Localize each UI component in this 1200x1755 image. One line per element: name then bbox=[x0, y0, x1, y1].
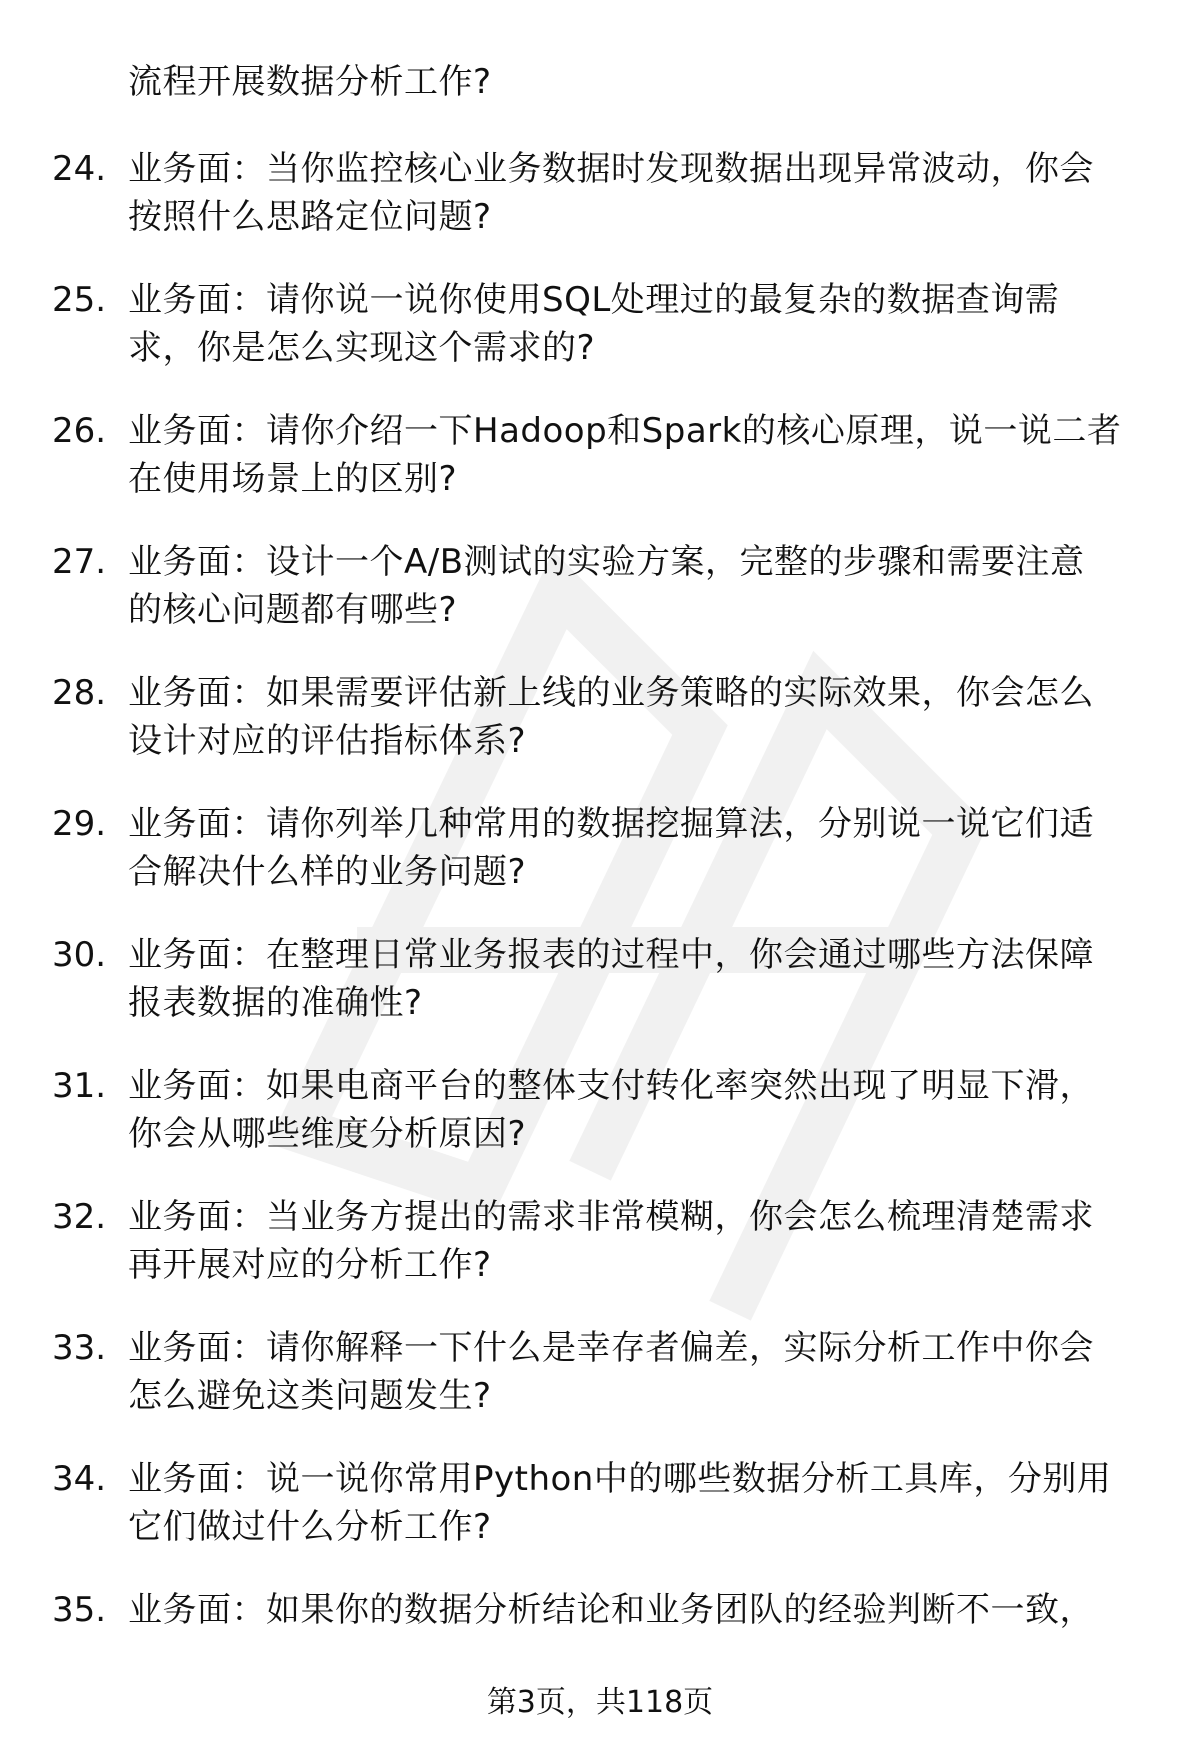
list-item bbox=[0, 145, 1200, 276]
question-number: 28. bbox=[52, 673, 107, 713]
question-line: 业务面：请你说一说你使用SQL处理过的最复杂的数据查询需 bbox=[128, 280, 1060, 320]
question-line: 业务面：请你介绍一下Hadoop和Spark的核心原理，说一说二者 bbox=[128, 411, 1122, 451]
question-number: 34. bbox=[52, 1459, 107, 1499]
question-line: 按照什么思路定位问题? bbox=[128, 197, 492, 237]
list-item bbox=[0, 800, 1200, 931]
question-text bbox=[128, 800, 1168, 896]
question-line: 业务面：说一说你常用Python中的哪些数据分析工具库，分别用 bbox=[128, 1459, 1112, 1499]
question-line: 合解决什么样的业务问题? bbox=[128, 852, 527, 892]
question-number: 33. bbox=[52, 1328, 107, 1368]
question-line: 业务面：当业务方提出的需求非常模糊，你会怎么梳理清楚需求 bbox=[128, 1197, 1094, 1237]
question-number: 35. bbox=[52, 1590, 107, 1630]
question-number: 32. bbox=[52, 1197, 107, 1237]
question-text bbox=[128, 931, 1168, 1027]
list-item bbox=[0, 1193, 1200, 1324]
question-text bbox=[128, 669, 1168, 765]
question-line: 的核心问题都有哪些? bbox=[128, 590, 458, 630]
question-number: 29. bbox=[52, 804, 107, 844]
question-number: 31. bbox=[52, 1066, 107, 1106]
question-line: 业务面：请你列举几种常用的数据挖掘算法，分别说一说它们适 bbox=[128, 804, 1094, 844]
question-text bbox=[128, 1455, 1168, 1551]
list-item bbox=[0, 276, 1200, 407]
question-number: 27. bbox=[52, 542, 107, 582]
question-text bbox=[128, 1586, 1168, 1634]
continuation-text: 流程开展数据分析工作? bbox=[128, 62, 492, 102]
question-line: 业务面：如果需要评估新上线的业务策略的实际效果，你会怎么 bbox=[128, 673, 1094, 713]
question-line: 业务面：如果电商平台的整体支付转化率突然出现了明显下滑， bbox=[128, 1066, 1094, 1106]
question-line: 报表数据的准确性? bbox=[128, 983, 423, 1023]
question-line: 业务面：在整理日常业务报表的过程中，你会通过哪些方法保障 bbox=[128, 935, 1094, 975]
list-item bbox=[0, 1455, 1200, 1586]
question-text bbox=[128, 407, 1168, 503]
list-item bbox=[0, 669, 1200, 800]
question-line: 你会从哪些维度分析原因? bbox=[128, 1114, 527, 1154]
question-line: 求，你是怎么实现这个需求的? bbox=[128, 328, 596, 368]
question-text bbox=[128, 276, 1168, 372]
question-line: 在使用场景上的区别? bbox=[128, 459, 458, 499]
question-line: 设计对应的评估指标体系? bbox=[128, 721, 527, 761]
question-line: 业务面：请你解释一下什么是幸存者偏差，实际分析工作中你会 bbox=[128, 1328, 1094, 1368]
question-number: 26. bbox=[52, 411, 107, 451]
list-item bbox=[0, 931, 1200, 1062]
question-number: 25. bbox=[52, 280, 107, 320]
question-line: 业务面：当你监控核心业务数据时发现数据出现异常波动，你会 bbox=[128, 149, 1094, 189]
list-item bbox=[0, 1324, 1200, 1455]
question-text bbox=[128, 1062, 1168, 1158]
page-footer: 第3页，共118页 bbox=[486, 1685, 714, 1720]
question-line: 业务面：如果你的数据分析结论和业务团队的经验判断不一致， bbox=[128, 1590, 1094, 1630]
question-line: 再开展对应的分析工作? bbox=[128, 1245, 492, 1285]
question-number: 24. bbox=[52, 149, 107, 189]
question-text bbox=[128, 145, 1168, 241]
question-text bbox=[128, 538, 1168, 634]
question-text bbox=[128, 1193, 1168, 1289]
list-item bbox=[0, 407, 1200, 538]
question-list bbox=[0, 145, 1200, 1717]
question-line: 怎么避免这类问题发生? bbox=[128, 1376, 492, 1416]
list-item bbox=[0, 538, 1200, 669]
question-number: 30. bbox=[52, 935, 107, 975]
question-line: 业务面：设计一个A/B测试的实验方案，完整的步骤和需要注意 bbox=[128, 542, 1085, 582]
list-item bbox=[0, 1062, 1200, 1193]
question-text bbox=[128, 1324, 1168, 1420]
question-line: 它们做过什么分析工作? bbox=[128, 1507, 492, 1547]
